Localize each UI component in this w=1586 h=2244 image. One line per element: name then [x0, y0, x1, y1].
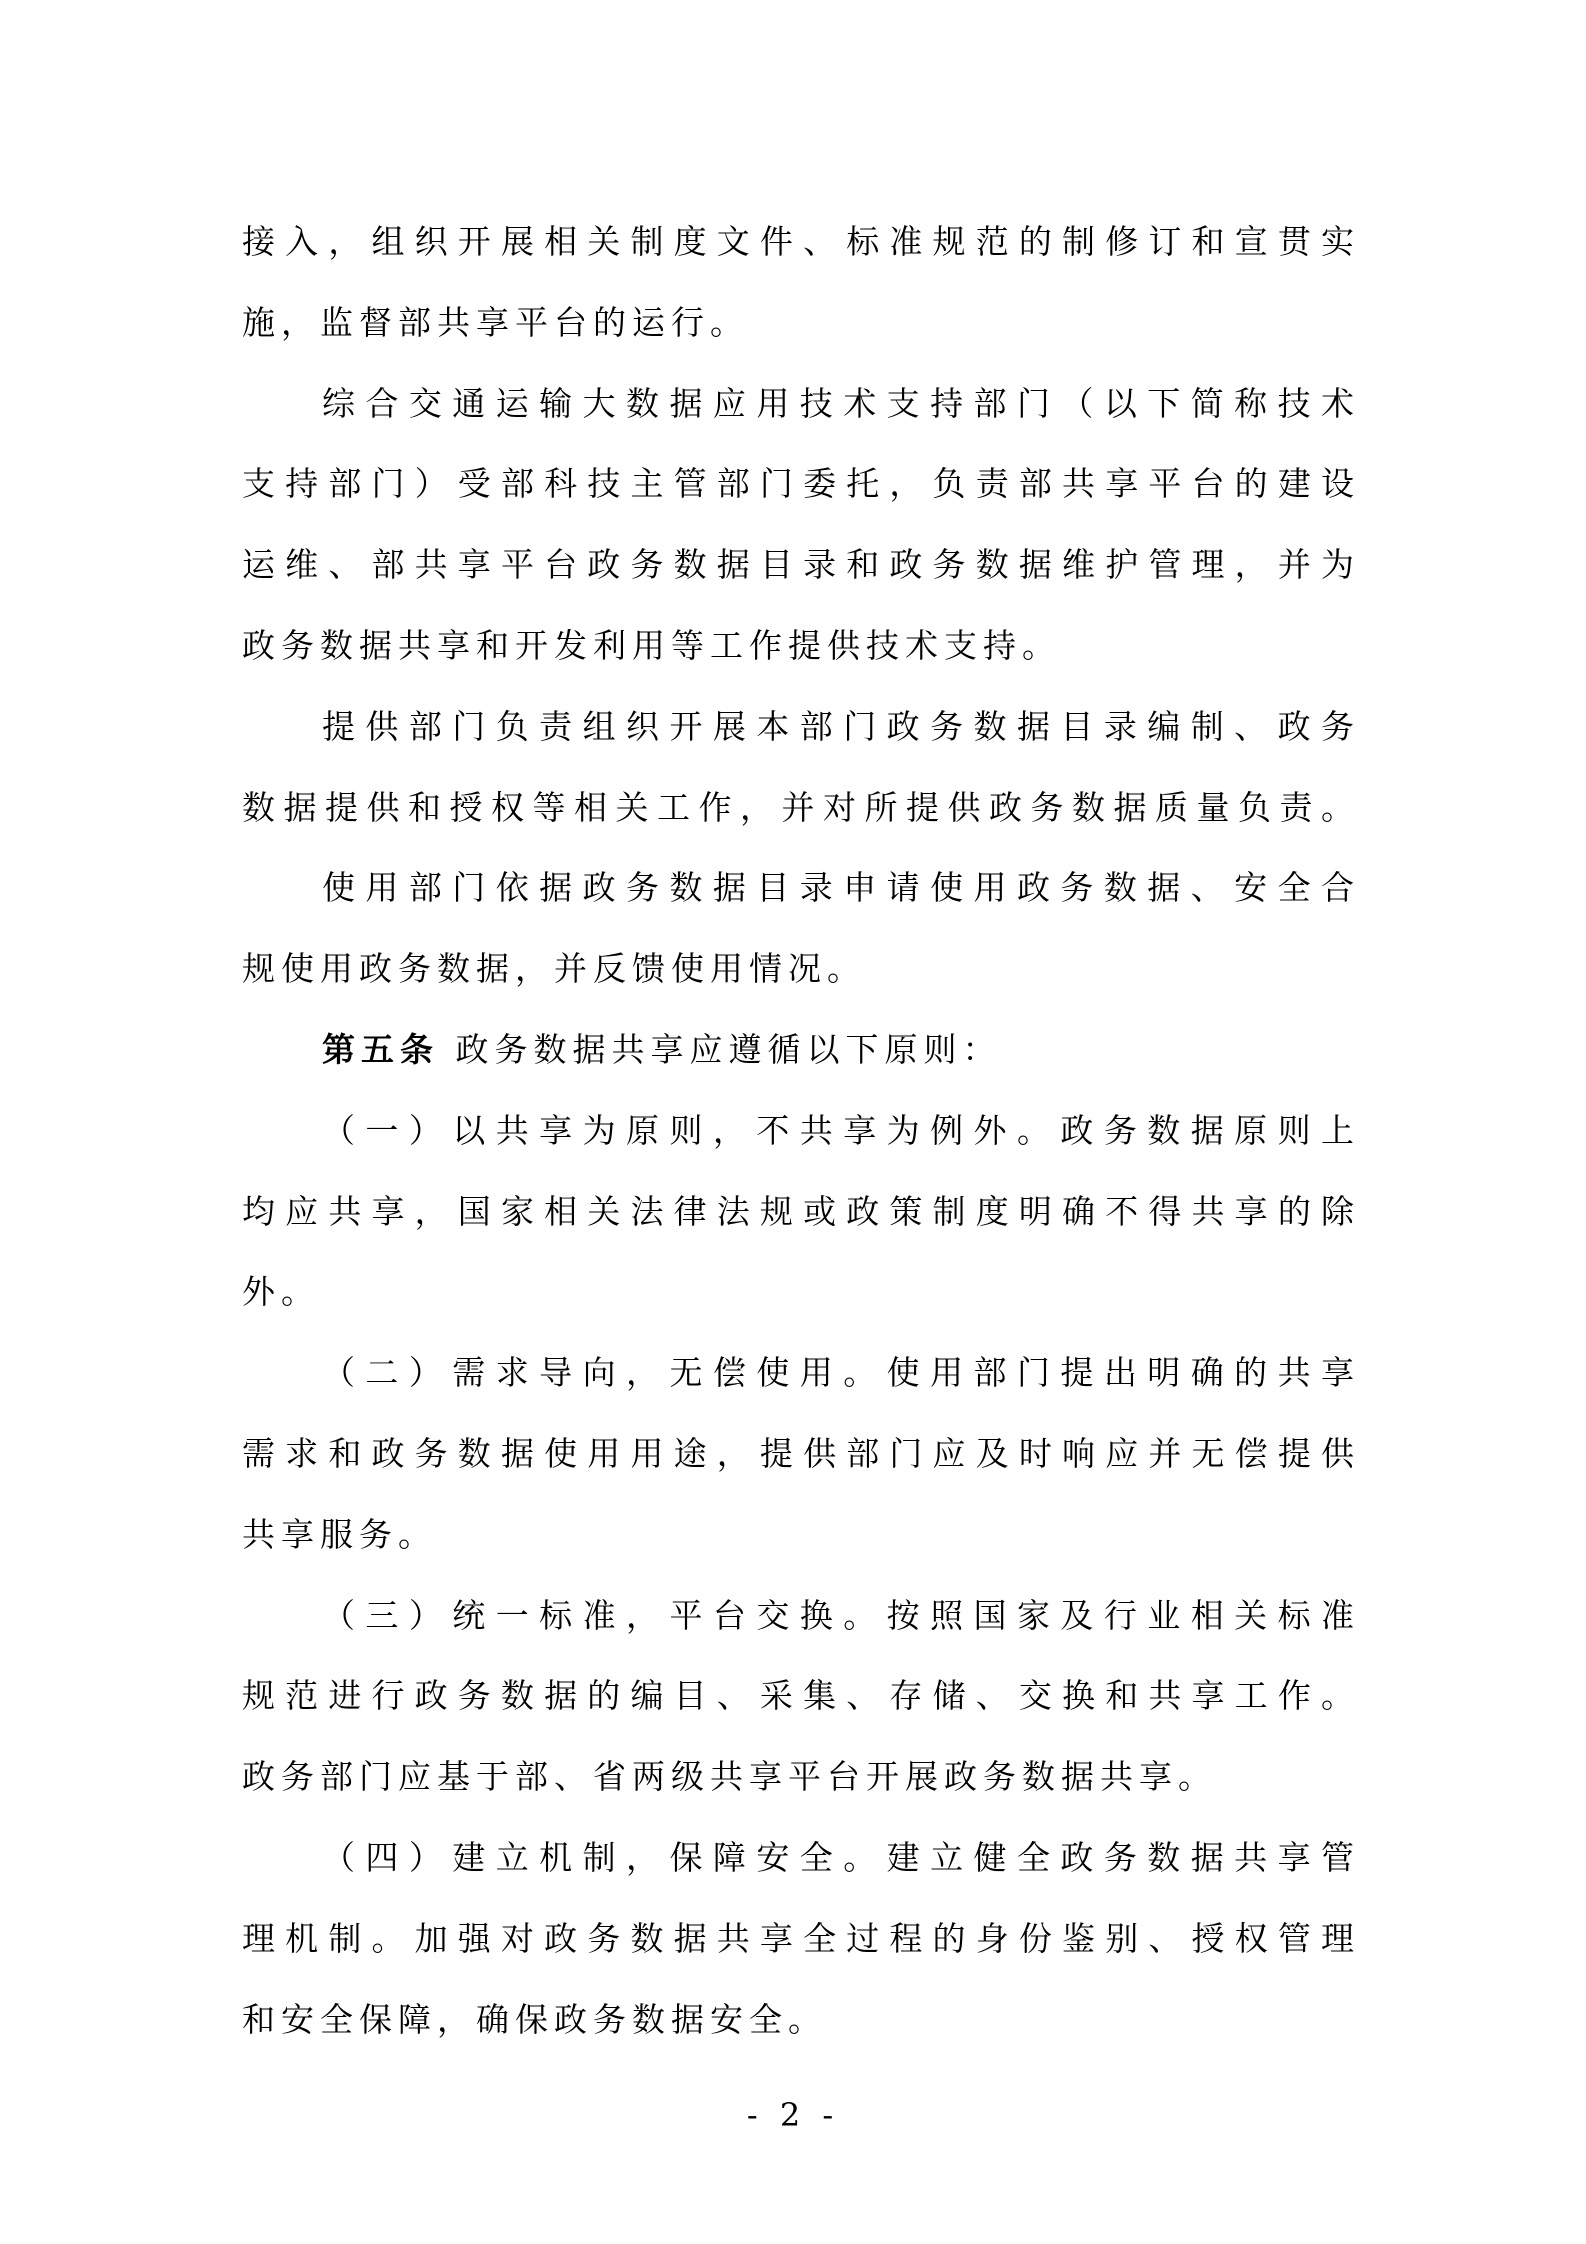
text-line: 综合交通运输大数据应用技术支持部门（以下简称技术	[322, 383, 1354, 423]
text-line: 外。	[242, 1272, 320, 1312]
text-line: （三）统一标准，平台交换。按照国家及行业相关标准	[322, 1595, 1354, 1635]
text-line: 和安全保障，确保政务数据安全。	[242, 1999, 827, 2039]
text-line: 政务数据共享和开发利用等工作提供技术支持。	[242, 625, 1061, 665]
text-line: （二）需求导向，无偿使用。使用部门提出明确的共享	[322, 1353, 1354, 1393]
text-line: 接入，组织开展相关制度文件、标准规范的制修订和宣贯实	[242, 222, 1354, 261]
article-label: 第五条	[322, 1029, 439, 1069]
text-line: 运维、部共享平台政务数据目录和政务数据维护管理，并为	[242, 545, 1354, 585]
text-line: 数据提供和授权等相关工作，并对所提供政务数据质量负责。	[242, 787, 1354, 827]
article-text: 政务数据共享应遵循以下原则：	[455, 1029, 1002, 1069]
text-line: 规使用政务数据，并反馈使用情况。	[242, 949, 866, 989]
text-line: 需求和政务数据使用用途，提供部门应及时响应并无偿提供	[242, 1433, 1354, 1473]
text-line: 提供部门负责组织开展本部门政务数据目录编制、政务	[322, 706, 1354, 746]
text-line: （一）以共享为原则，不共享为例外。政务数据原则上	[322, 1110, 1354, 1150]
text-line: 支持部门）受部科技主管部门委托，负责部共享平台的建设	[242, 464, 1354, 504]
text-line: 施，监督部共享平台的运行。	[242, 302, 749, 342]
document-body	[242, 202, 1354, 2060]
text-line: 理机制。加强对政务数据共享全过程的身份鉴别、授权管理	[242, 1918, 1354, 1958]
page-number: - 2 -	[746, 2096, 840, 2134]
text-line: 使用部门依据政务数据目录申请使用政务数据、安全合	[322, 868, 1354, 908]
text-line: 共享服务。	[242, 1514, 437, 1554]
article-heading-line	[242, 1010, 1354, 1091]
text-line: （四）建立机制，保障安全。建立健全政务数据共享管	[322, 1837, 1354, 1877]
text-line: 政务部门应基于部、省两级共享平台开展政务数据共享。	[242, 1757, 1217, 1797]
text-line: 均应共享，国家相关法律法规或政策制度明确不得共享的除	[242, 1191, 1354, 1231]
text-line: 规范进行政务数据的编目、采集、存储、交换和共享工作。	[242, 1676, 1354, 1716]
